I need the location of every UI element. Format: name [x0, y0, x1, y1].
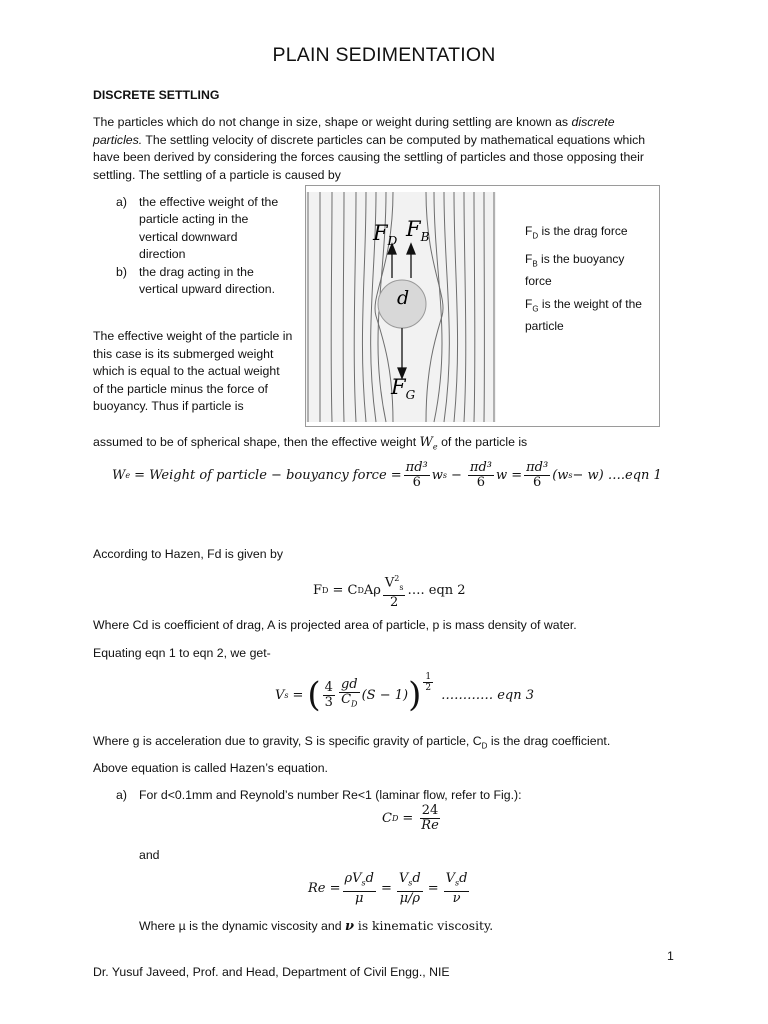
list-marker: a) — [116, 788, 127, 802]
equating-text: Equating eqn 1 to eqn 2, we get- — [93, 646, 271, 660]
list-marker: b) — [116, 264, 127, 279]
list-text: the drag acting in the vertical upward direction. — [139, 264, 276, 297]
figure-label-d: d — [397, 287, 410, 309]
list-text: the effective weight of the particle acting in the vertical downward direction — [139, 195, 279, 262]
where-cd-text: Where Cd is coefficient of drag, A is projected area of particle, p is mass density of water. — [93, 618, 577, 632]
intro-paragraph — [93, 114, 653, 184]
and-label: and — [139, 848, 160, 862]
list-item — [116, 264, 286, 299]
weight-paragraph: The effective weight of the particle in this case is its submerged weight which is equal to the actual weight of the particle minus the force of buoyancy. Thus if particle is — [93, 329, 293, 414]
causes-list — [116, 194, 286, 298]
figure-label-fd: $F_D$ — [373, 221, 398, 248]
weight-paragraph-end — [93, 434, 693, 456]
equation-reynolds: Re = $\frac{\rho V_sd}{\mu}$ = $\frac{V_sd}{\mu/\rho}$ = $\frac{V_sd}{\nu}$ — [308, 871, 468, 906]
intro-text-b: The settling velocity of discrete particles can be computed by mathematical equations which have been derived by considering the forces causing the settling of particles and those opposing their settling. The settling of a particle is caused by — [93, 132, 646, 182]
legend-buoyancy-force: $F_B$ is the buoyancy force — [525, 252, 625, 288]
figure-label-fg: $F_G$ — [391, 375, 416, 402]
page-number: 1 — [667, 949, 674, 963]
legend-drag-force: $F_D$ is the drag force — [525, 224, 628, 241]
page-footer: Dr. Yusuf Javeed, Prof. and Head, Department of Civil Engg., NIE — [93, 965, 450, 979]
list-item — [116, 194, 286, 264]
intro-emphasis: discrete particles. — [93, 115, 615, 147]
case-a-item — [116, 788, 656, 802]
where-g-text: Where g is acceleration due to gravity, S is specific gravity of particle, $C_D$ is the drag coefficient. — [93, 734, 611, 751]
hazen-equation-note: Above equation is called Hazen’s equation. — [93, 761, 328, 775]
hazen-intro: According to Hazen, Fd is given by — [93, 547, 284, 561]
figure-label-fb: $F_B$ — [406, 217, 430, 244]
equation-2: F D = C D Aρ $\frac{V^2_s}{2}$ …. eqn 2 — [313, 574, 466, 610]
legend-weight: $F_G$ is the weight of the particle — [525, 297, 642, 333]
list-marker: a) — [116, 195, 127, 209]
equation-1: W e = Weight of particle − bouyancy force = $\frac{\text{πd³}}{6}$ w s − $\frac{\text{πd³}}{6}$ w = $\frac{\text{πd³}}{6}$ (w s − w) …. eqn 1 — [112, 460, 662, 490]
equation-cd: C D = $\frac{24}{Re}$ — [382, 803, 439, 833]
section-heading: DISCRETE SETTLING — [93, 88, 220, 102]
list-text: For d<0.1mm and Reynold’s number Re<1 (laminar flow, refer to Fig.): — [139, 788, 522, 802]
effective-weight-symbol: $W_e$ — [419, 435, 438, 452]
intro-text-a: The particles which do not change in size, shape or weight during settling are known as — [93, 115, 572, 129]
viscosity-note: Where µ is the dynamic viscosity and ν is kinematic viscosity. — [139, 919, 494, 934]
weight-paragraph-tail: of the particle is — [441, 435, 528, 449]
equation-3: V s = ( $\frac{4}{3}$ $\frac{gd}{C_D}$ (S − 1) ) $\frac{1}{2}$ ………… eqn 3 — [275, 672, 535, 715]
page-title: PLAIN SEDIMENTATION — [272, 44, 496, 66]
weight-paragraph-end-text: assumed to be of spherical shape, then the effective weight — [93, 435, 417, 449]
